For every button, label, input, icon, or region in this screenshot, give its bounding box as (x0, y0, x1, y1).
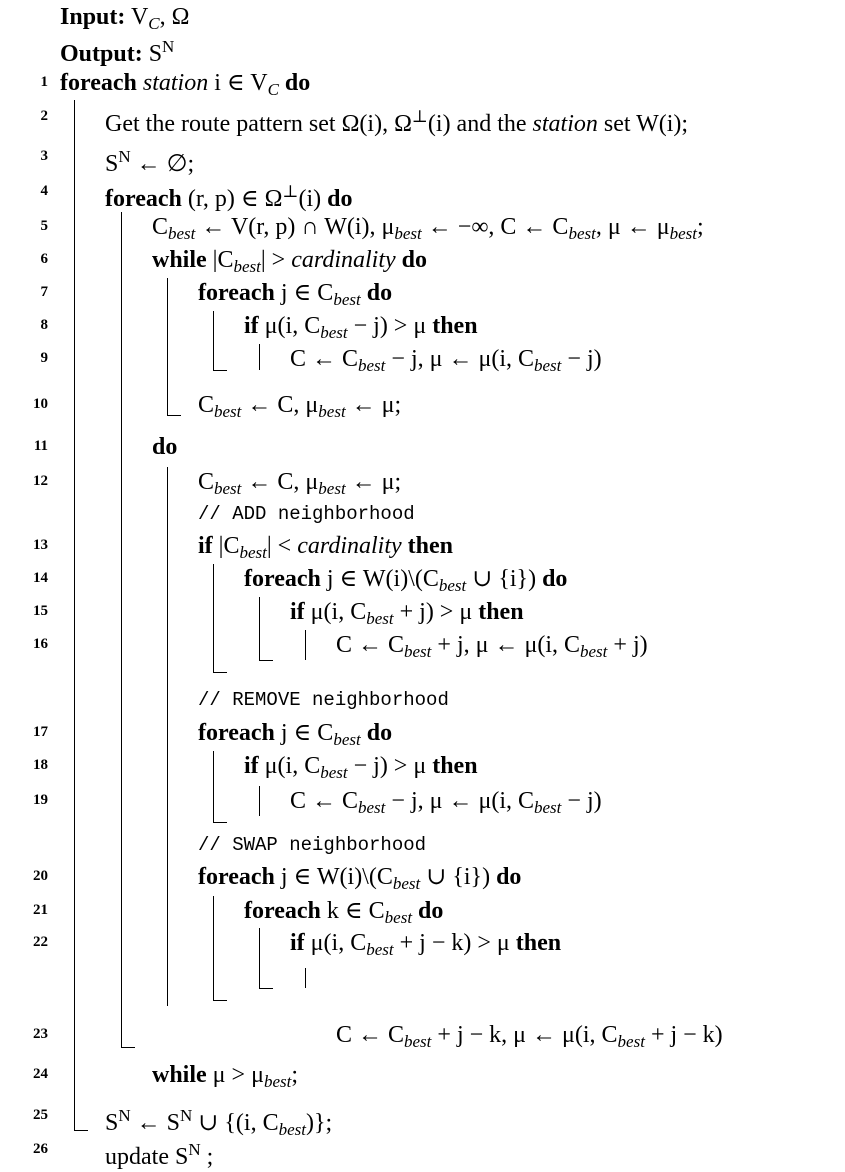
line-number: 21 (33, 902, 48, 918)
line-code: foreach station i ∈ $V_C$ do (60, 70, 311, 99)
algorithm-line (0, 531, 845, 561)
line-code: $S^N$ ← $S^N$ ∪ {(i, $C_{best}$)}; (105, 1106, 333, 1139)
line-code: // SWAP neighborhood (198, 834, 427, 856)
algorithm-line (0, 718, 845, 748)
algorithm-line (0, 1060, 845, 1090)
algorithm-line (0, 278, 845, 308)
line-code: C ← $C_{best} - j$, μ ← μ(i, $C_{best} - j$) (290, 346, 602, 375)
header-content: $V_C$, Ω (125, 4, 190, 33)
line-number: 2 (40, 108, 48, 124)
comment-line (0, 830, 845, 860)
scope-bar (259, 928, 260, 988)
scope-bar (213, 751, 214, 822)
scope-bar (121, 212, 122, 1047)
line-number: 24 (33, 1066, 48, 1082)
algorithm-line (0, 928, 845, 958)
header-row (0, 2, 845, 32)
algorithm-line (0, 564, 845, 594)
output-line (60, 32, 174, 69)
scope-hook (213, 672, 227, 673)
line-code: if μ(i, $C_{best} - j) > \mu$ then (244, 753, 478, 782)
scope-hook (74, 1130, 88, 1131)
line-code: while $\mu > \mu_{best}$; (152, 1062, 299, 1091)
line-number: 11 (33, 438, 48, 454)
line-code: foreach k ∈ $C_{best}$ do (244, 898, 444, 927)
scope-bar (259, 344, 260, 370)
scope-bar (167, 278, 168, 415)
line-code: C ← $C_{best} + j$, μ ← μ(i, $C_{best} + j$) (336, 632, 648, 661)
line-number: 16 (33, 636, 48, 652)
line-number: 7 (40, 284, 48, 300)
comment-line (0, 685, 845, 715)
scope-bar (305, 968, 306, 988)
scope-bar (167, 467, 168, 1006)
scope-hook (213, 370, 227, 371)
algorithm-line (0, 212, 845, 242)
line-number: 22 (33, 934, 48, 950)
line-number: 18 (33, 757, 48, 773)
line-code: if μ(i, $C_{best} + j) > \mu$ then (290, 599, 524, 628)
line-number: 10 (33, 396, 48, 412)
line-number: 17 (33, 724, 48, 740)
algorithm-line (0, 896, 845, 926)
algorithm-line (0, 432, 845, 462)
scope-bar (74, 100, 75, 1130)
line-code: while $|C_{best}|$ > cardinality do (152, 247, 428, 276)
line-number: 13 (33, 537, 48, 553)
line-number: 3 (40, 148, 48, 164)
line-number: 4 (40, 183, 48, 199)
algorithm-line (0, 311, 845, 341)
scope-bar (305, 630, 306, 660)
line-number: 5 (40, 218, 48, 234)
algorithm-line (0, 862, 845, 892)
algorithm-line (0, 102, 845, 137)
line-code: foreach j ∈ $C_{best}$ do (198, 280, 393, 309)
line-number: 23 (33, 1026, 48, 1042)
algorithm-line (0, 630, 845, 660)
scope-bar (213, 311, 214, 370)
algorithm-line (0, 245, 845, 275)
header-row (0, 32, 845, 67)
line-code: $C_{best}$ ← C, $\mu_{best}$ ← μ; (198, 392, 402, 421)
line-code: if μ(i, $C_{best} + j - k) > \mu$ then (290, 930, 562, 959)
line-code: if μ(i, $C_{best} - j) > \mu$ then (244, 313, 478, 342)
algorithm-line (0, 597, 845, 627)
scope-hook (167, 415, 181, 416)
scope-hook (259, 988, 273, 989)
line-code: foreach j ∈ $W(i)\backslash(C_{best}$ ∪ {i}) do (198, 864, 522, 893)
scope-hook (121, 1047, 135, 1048)
header-label: Output: (60, 41, 143, 67)
line-code: do (152, 434, 178, 460)
line-code: update $S^N$ ; (105, 1140, 214, 1170)
algorithm-line (0, 751, 845, 781)
scope-bar (259, 786, 260, 816)
header-content: $S^N$ (142, 37, 175, 67)
algorithm-line (0, 1020, 845, 1050)
algorithm-line (0, 1101, 845, 1139)
line-code: // ADD neighborhood (198, 503, 415, 525)
scope-hook (213, 822, 227, 823)
comment-line (0, 499, 845, 529)
scope-bar (259, 597, 260, 660)
algorithm-line (0, 467, 845, 497)
line-code: // REMOVE neighborhood (198, 689, 449, 711)
line-number: 25 (33, 1107, 48, 1123)
line-number: 15 (33, 603, 48, 619)
line-code: $C_{best}$ ← C, $\mu_{best}$ ← μ; (198, 469, 402, 498)
line-number: 20 (33, 868, 48, 884)
algorithm-line (0, 68, 845, 98)
line-code: foreach (r, p) ∈ Ω⊥(i) do (105, 182, 353, 212)
line-number: 8 (40, 317, 48, 333)
line-code: $C_{best}$ ← V(r, p) ∩ W(i), $\mu_{best}$ ← −∞, C ← $C_{best}$, μ ← $\mu_{best}$; (152, 214, 704, 243)
line-number: 14 (33, 570, 48, 586)
algorithm-line (0, 390, 845, 420)
line-number: 1 (40, 74, 48, 90)
line-code: C ← $C_{best} - j$, μ ← μ(i, $C_{best} - j$) (290, 788, 602, 817)
scope-bar (213, 564, 214, 672)
line-code: Get the route pattern set Ω(i), Ω⊥(i) and the station set W(i); (105, 107, 689, 137)
scope-bar (213, 896, 214, 1000)
scope-hook (259, 660, 273, 661)
algorithm-line (0, 1135, 845, 1170)
scope-hook (213, 1000, 227, 1001)
algorithm-line (0, 142, 845, 177)
line-number: 6 (40, 251, 48, 267)
line-code: C ← $C_{best} + j - k$, μ ← μ(i, $C_{best} + j - k$) (336, 1022, 723, 1051)
line-number: 26 (33, 1141, 48, 1157)
header-label: Input: (60, 4, 126, 30)
line-number: 19 (33, 792, 48, 808)
line-code: foreach j ∈ $C_{best}$ do (198, 720, 393, 749)
algorithm-line (0, 344, 845, 374)
line-number: 12 (33, 473, 48, 489)
line-number: 9 (40, 350, 48, 366)
line-code: $S^N$ ← ∅; (105, 147, 195, 177)
algorithm-line (0, 786, 845, 816)
line-code: if $|C_{best}|$ < cardinality then (198, 533, 453, 562)
line-code: foreach j ∈ $W(i)\backslash(C_{best}$ ∪ {i}) do (244, 566, 568, 595)
algorithm-line (0, 177, 845, 212)
